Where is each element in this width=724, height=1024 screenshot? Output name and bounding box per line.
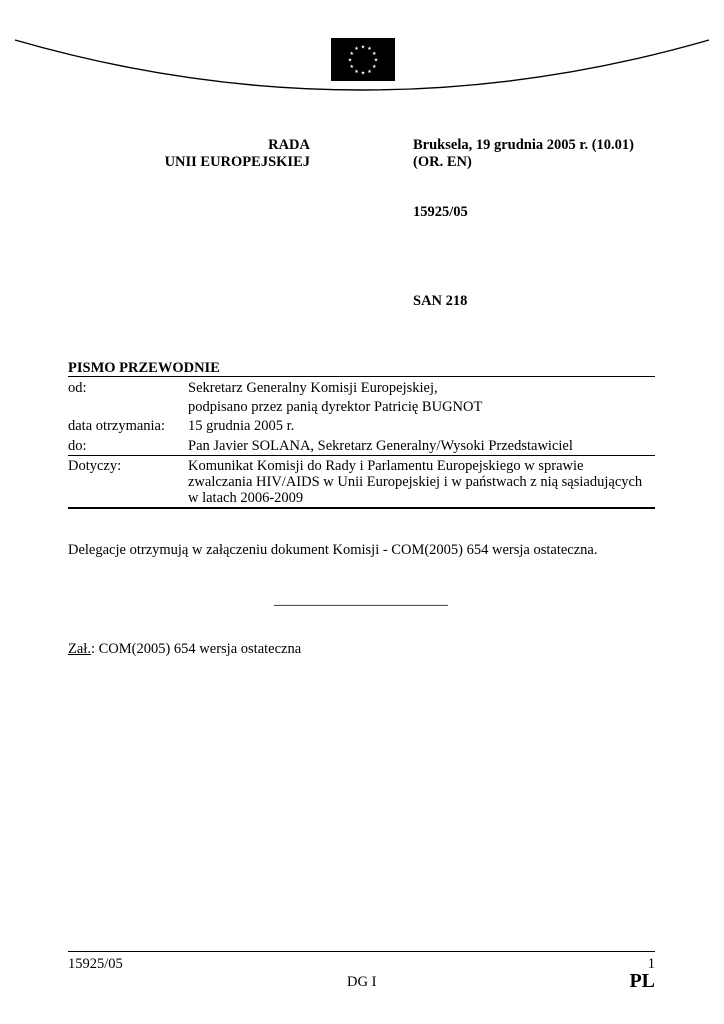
table-row (68, 380, 655, 416)
star-icon: ★ (367, 47, 372, 53)
value-line: Komunikat Komisji do Rady i Parlamentu Europejskiego w sprawie (188, 458, 584, 474)
row-value-received (188, 418, 658, 434)
row-label-subject: Dotyczy: (68, 458, 122, 474)
star-icon: ★ (372, 52, 377, 57)
footer-language-code: PL (629, 970, 655, 992)
value-line: 15 grudnia 2005 r. (188, 418, 295, 434)
attachment-text: : COM(2005) 654 wersja ostateczna (90, 641, 302, 657)
table-row (68, 458, 655, 508)
table-top-rule (68, 376, 655, 377)
body-paragraph: Delegacje otrzymują w załączeniu dokument Komisji - COM(2005) 654 wersja ostateczna. (68, 542, 598, 558)
star-icon: ★ (372, 65, 377, 70)
table-row (68, 418, 655, 436)
star-icon: ★ (354, 69, 359, 75)
footer-page-number: 1 (647, 956, 655, 972)
original-language: (OR. EN) (413, 154, 472, 170)
separator-line: ________________________ (274, 592, 448, 608)
attachment-label: Zał. (68, 641, 91, 657)
value-line: zwalczania HIV/AIDS w Unii Europejskiej i w państwach z nią sąsiadujących (188, 474, 643, 490)
star-icon: ★ (373, 58, 379, 64)
star-icon: ★ (354, 47, 359, 53)
row-label-received: data otrzymania: (68, 418, 166, 434)
table-row-rule (68, 455, 655, 456)
value-line: w latach 2006-2009 (188, 490, 304, 506)
row-label-from: od: (68, 380, 87, 396)
san-code: SAN 218 (413, 293, 468, 309)
eu-stars-circle (331, 38, 395, 81)
cover-note-title: PISMO PRZEWODNIE (68, 360, 220, 376)
value-line: Pan Javier SOLANA, Sekretarz Generalny/Wysoki Przedstawiciel (188, 438, 573, 454)
council-name-line1: RADA (268, 137, 310, 153)
place-date: Bruksela, 19 grudnia 2005 r. (10.01) (413, 137, 635, 153)
document-number: 15925/05 (413, 204, 468, 220)
star-icon: ★ (367, 69, 372, 75)
footer-rule (68, 951, 655, 952)
star-icon: ★ (360, 71, 366, 77)
star-icon: ★ (347, 58, 353, 64)
value-line: podpisano przez panią dyrektor Patricię BUGNOT (188, 399, 483, 415)
eu-flag-logo (331, 38, 395, 81)
council-name-line2: UNII EUROPEJSKIEJ (164, 154, 310, 170)
value-line: Sekretarz Generalny Komisji Europejskiej, (188, 380, 438, 396)
star-icon: ★ (360, 45, 366, 51)
star-icon: ★ (349, 65, 354, 70)
row-value-from (188, 380, 658, 415)
star-icon: ★ (349, 52, 354, 57)
attachment-line (68, 641, 301, 658)
row-value-subject (188, 458, 658, 506)
footer-doc-number: 15925/05 (68, 956, 123, 972)
table-bottom-rule (68, 507, 655, 509)
row-value-to (188, 438, 658, 454)
row-label-to: do: (68, 438, 87, 454)
table-row (68, 438, 655, 456)
footer-dg: DG I (347, 974, 377, 990)
